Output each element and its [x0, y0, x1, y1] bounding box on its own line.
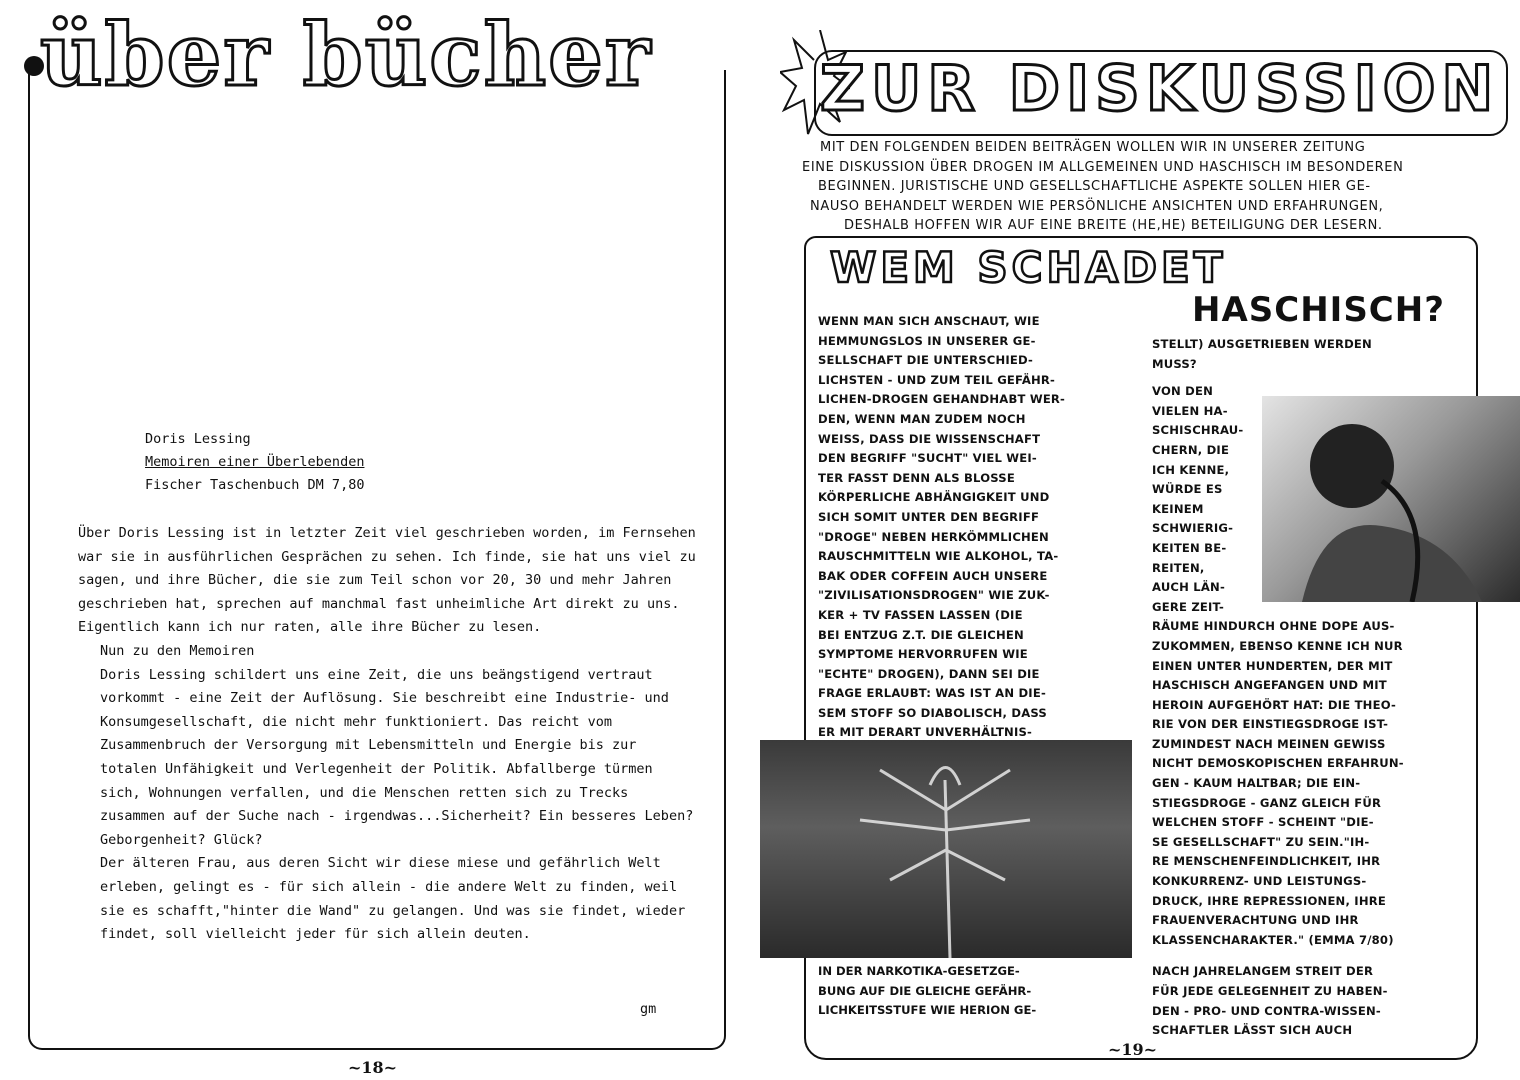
article-column-1 [818, 312, 1136, 763]
column-line: WENN MAN SICH ANSCHAUT, WIE [818, 314, 1040, 328]
article-title-part1: WEM SCHADET [830, 243, 1227, 292]
column-line: RE MENSCHENFEINDLICHKEIT, IHR [1152, 854, 1381, 869]
column-line: WEISS, DASS DIE WISSENSCHAFT [818, 431, 1041, 446]
column-line: "ECHTE" DROGEN), DANN SEI DIE [818, 666, 1040, 681]
column-line: TER FASST DENN ALS BLOSSE [818, 470, 1015, 485]
column-line: GERE ZEIT- [1152, 599, 1224, 614]
cannabis-plant-photo [760, 740, 1132, 958]
column-line: ZUKOMMEN, EBENSO KENNE ICH NUR [1152, 638, 1403, 653]
column-line: NICHT DEMOSKOPISCHEN ERFAHRUN- [1152, 756, 1404, 771]
intro-line: BEGINNEN. JURISTISCHE UND GESELLSCHAFTLICHE ASPEKTE SOLLEN HIER GE- [818, 179, 1371, 194]
column-line: RAUSCHMITTELN WIE ALKOHOL, TA- [818, 549, 1059, 564]
column-line: RÄUME HINDURCH OHNE DOPE AUS- [1152, 619, 1395, 634]
intro-line: DESHALB HOFFEN WIR AUF EINE BREITE (HE,HE) BETEILIGUNG DER LESERN. [844, 218, 1383, 233]
smoking-person-photo [1262, 396, 1520, 602]
review-paragraph: Über Doris Lessing ist in letzter Zeit viel geschrieben worden, im Fernsehen war sie in ausführlichen Gesprächen zu sehen. Ich finde, sie hat uns viel zu sagen, und ihre Bücher, die sie zum Teil schon vor 20, 30 und mehr Jahren geschrieben hat, sprechen auf manchmal fast unheimliche Art direkt zu uns. Eigentlich kann ich nur raten, alle ihre Bücher zu lesen. [78, 525, 696, 636]
book-publisher: Fischer Taschenbuch DM 7,80 [145, 477, 365, 493]
column-line: NACH JAHRELANGEM STREIT DER [1152, 964, 1374, 979]
book-author: Doris Lessing [145, 431, 251, 447]
intro-text [788, 138, 1508, 236]
column-line: HEROIN AUFGEHÖRT HAT: DIE THEO- [1152, 697, 1396, 712]
left-header-title: über bücher [40, 5, 653, 106]
column-line: SELLSCHAFT DIE UNTERSCHIED- [818, 353, 1034, 368]
review-text [78, 522, 698, 947]
intro-line: MIT DEN FOLGENDEN BEIDEN BEITRÄGEN WOLLEN WIR IN UNSERER ZEITUNG [820, 140, 1366, 155]
column-line: SCHISCHRAU- [1152, 423, 1244, 438]
column-line: LICHKEITSSTUFE WIE HERION GE- [818, 1003, 1037, 1018]
column-line: FRAUENVERACHTUNG UND IHR [1152, 913, 1359, 928]
book-title: Memoiren einer Überlebenden [145, 454, 365, 470]
person-silhouette-icon [1262, 396, 1520, 602]
column-line: KÖRPERLICHE ABHÄNGIGKEIT UND [818, 490, 1050, 505]
review-signature: gm [640, 1001, 657, 1017]
column-line: "DROGE" NEBEN HERKÖMMLICHEN [818, 529, 1049, 544]
column-line: LICHSTEN - UND ZUM TEIL GEFÄHR- [818, 372, 1056, 387]
column-line: CHERN, DIE [1152, 442, 1230, 457]
column-line: KONKURRENZ- UND LEISTUNGS- [1152, 874, 1367, 889]
column-line: KLASSENCHARAKTER." (EMMA 7/80) [1152, 932, 1394, 947]
column-line: BAK ODER COFFEIN AUCH UNSERE [818, 568, 1048, 583]
column-line: HEMMUNGSLOS IN UNSERER GE- [818, 333, 1036, 348]
column-line: SCHWIERIG- [1152, 521, 1234, 536]
column-line: VIELEN HA- [1152, 403, 1228, 418]
review-paragraph: Der älteren Frau, aus deren Sicht wir diese miese und gefährlich Welt erleben, gelingt es - für sich allein - die andere Welt zu finden, weil sie es schafft,"hinter die Wand" zu gelangen. Und was sie findet, wieder findet, soll vielleicht jeder für sich allein deuten. [100, 855, 686, 943]
right-header-title: ZUR DISKUSSION [820, 52, 1500, 125]
column-line: KEITEN BE- [1152, 540, 1227, 555]
column-line: SYMPTOME HERVORRUFEN WIE [818, 647, 1028, 662]
column-line: SE GESELLSCHAFT" ZU SEIN."IH- [1152, 834, 1370, 849]
column-line: ICH KENNE, [1152, 462, 1230, 477]
column-line: DEN, WENN MAN ZUDEM NOCH [818, 411, 1026, 426]
narrow-column [1152, 382, 1260, 617]
column-line: KEINEM [1152, 501, 1204, 516]
column-line: FÜR JEDE GELEGENHEIT ZU HABEN- [1152, 984, 1388, 998]
column-line: ER MIT DERART UNVERHÄLTNIS- [818, 725, 1033, 740]
intro-line: NAUSO BEHANDELT WERDEN WIE PERSÖNLICHE ANSICHTEN UND ERFAHRUNGEN, [810, 198, 1384, 214]
column-line: BUNG AUF DIE GLEICHE GEFÄHR- [818, 983, 1032, 998]
column-line: GEN - KAUM HALTBAR; DIE EIN- [1152, 776, 1361, 791]
column-line: BEI ENTZUG Z.T. DIE GLEICHEN [818, 627, 1024, 642]
right-page [760, 0, 1520, 1080]
column-line: IN DER NARKOTIKA-GESETZGE- [818, 964, 1020, 978]
column-line: EINEN UNTER HUNDERTEN, DER MIT [1152, 658, 1393, 673]
column-line: SEM STOFF SO DIABOLISCH, DASS [818, 705, 1047, 720]
column-line: MUSS? [1152, 356, 1197, 371]
column-line: DRUCK, IHRE REPRESSIONEN, IHRE [1152, 893, 1386, 908]
review-subheading: Nun zu den Memoiren [100, 642, 255, 659]
column-line: AUCH LÄN- [1152, 580, 1225, 595]
column-line: REITEN, [1152, 560, 1205, 575]
column-line: DEN BEGRIFF "SUCHT" VIEL WEI- [818, 451, 1037, 466]
column-line: DEN - PRO- UND CONTRA-WISSEN- [1152, 1003, 1381, 1018]
column-line: STIEGSDROGE - GANZ GLEICH FÜR [1152, 795, 1382, 810]
column-line: LICHEN-DROGEN GEHANDHABT WER- [818, 392, 1066, 407]
column-line: SICH SOMIT UNTER DEN BEGRIFF [818, 509, 1040, 524]
column-line: HASCHISCH ANGEFANGEN UND MIT [1152, 678, 1387, 693]
column-line: WÜRDE ES [1152, 482, 1223, 497]
column-line: RIE VON DER EINSTIEGSDROGE IST- [1152, 717, 1389, 732]
column-line: KER + TV FASSEN LASSEN (DIE [818, 607, 1023, 622]
column-line: FRAGE ERLAUBT: WAS IST AN DIE- [818, 686, 1046, 701]
column-line: "ZIVILISATIONSDROGEN" WIE ZUK- [818, 588, 1050, 603]
cannabis-leaf-icon [760, 740, 1132, 958]
column-line: ZUMINDEST NACH MEINEN GEWISS [1152, 736, 1386, 751]
book-info [145, 428, 364, 497]
column-line: SCHAFTLER LÄSST SICH AUCH [1152, 1023, 1353, 1038]
article-title-part2: HASCHISCH? [1192, 290, 1445, 330]
right-page-number: ~19~ [1108, 1040, 1158, 1059]
column-line: VON DEN [1152, 384, 1214, 399]
left-page-number: ~18~ [348, 1058, 398, 1077]
intro-line: EINE DISKUSSION ÜBER DROGEN IM ALLGEMEINEN UND HASCHISCH IM BESONDEREN [802, 159, 1404, 175]
column-line: WELCHEN STOFF - SCHEINT "DIE- [1152, 815, 1374, 830]
review-paragraph: Doris Lessing schildert uns eine Zeit, die uns beängstigend vertraut vorkommt - eine Zeit der Auflösung. Sie beschreibt eine Industrie- und Konsumgesellschaft, die nicht mehr funktioniert. Das reicht vom Zusammenbruch der Versorgung mit Lebensmitteln und Energie bis zur totalen Unfähigkeit und Verlegenheit der Politik. Abfallberge türmen sich, Wohnungen verfallen, und die Menschen retten sich zu Trecks zusammen auf der Suche nach - irgendwas...Sicherheit? Ein besseres Leben? Geborgenheit? Glück? [100, 666, 694, 848]
column-line: STELLT) AUSGETRIEBEN WERDEN [1152, 337, 1372, 351]
article-column-1-bottom [818, 962, 1136, 1021]
